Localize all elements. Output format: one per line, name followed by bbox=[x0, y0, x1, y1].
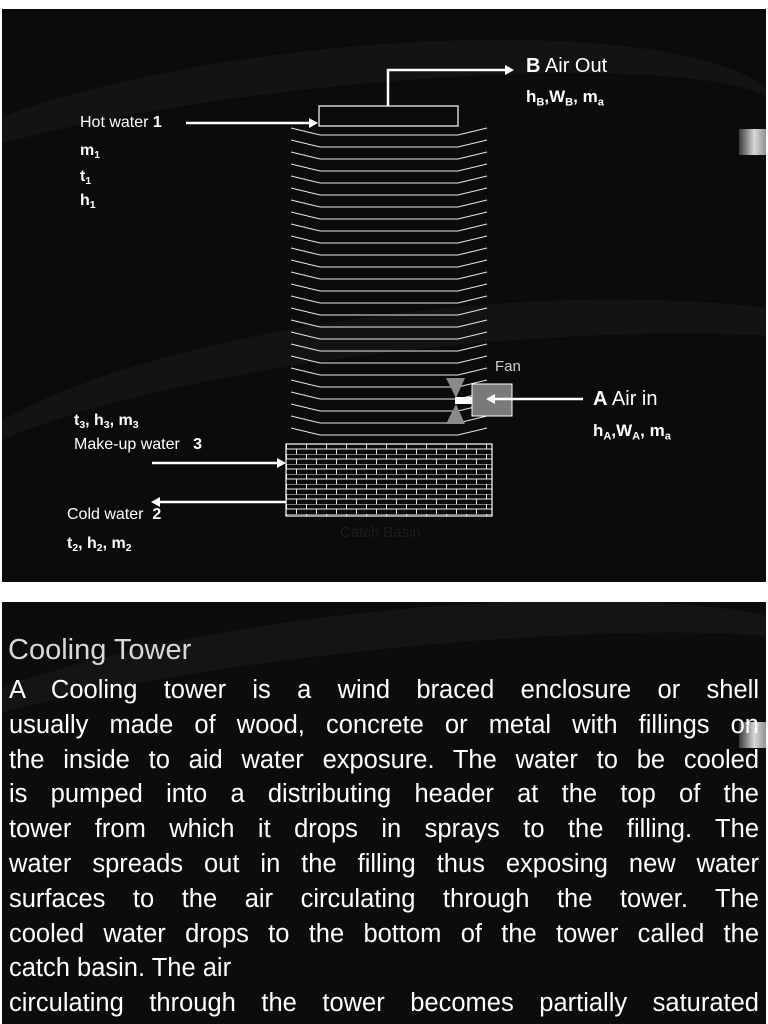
filling-slat bbox=[291, 248, 487, 255]
hot-water-mass: $m_1$ bbox=[80, 142, 101, 162]
paragraph-line: tower from which it drops in sprays to the filling. The bbox=[9, 815, 759, 844]
distribution-header bbox=[319, 106, 458, 126]
filling-slat bbox=[291, 356, 487, 363]
air-out-properties: $h_B,W_B$, $m_a$ bbox=[526, 87, 604, 109]
description-paragraph bbox=[9, 673, 759, 1021]
filling-slat bbox=[291, 260, 487, 267]
fan-blade-bottom bbox=[446, 404, 465, 424]
catch-basin-label: Catch Basin bbox=[340, 524, 421, 541]
paragraph-line: cooled water drops to the bottom of the tower called the bbox=[9, 919, 759, 948]
filling-slat bbox=[291, 188, 487, 195]
filling-slat bbox=[291, 236, 487, 243]
makeup-water-label: Make-up water 3 bbox=[74, 436, 203, 453]
filling-slat bbox=[291, 368, 487, 375]
section-title: Cooling Tower bbox=[8, 634, 192, 666]
air-out-arrowhead bbox=[505, 65, 514, 75]
paragraph-line: water spreads out in the filling thus exposing new water bbox=[9, 849, 759, 878]
catch-basin bbox=[286, 444, 492, 516]
air-in-properties: $h_A,W_A$, $m_a$ bbox=[593, 421, 671, 443]
paragraph-line: the inside to aid water exposure. The water to be cooled bbox=[9, 745, 759, 774]
hot-water-enthalpy: $h_1$ bbox=[80, 192, 96, 212]
hot-water-arrowhead bbox=[309, 118, 318, 128]
filling-slat bbox=[291, 200, 487, 207]
air-out-label: B Air Out bbox=[526, 55, 608, 77]
cold-water-label: Cold water 2 bbox=[67, 506, 162, 523]
fan-label: Fan bbox=[495, 358, 521, 375]
filling-slat bbox=[291, 272, 487, 279]
paragraph-line: surfaces to the air circulating through the tower. The bbox=[9, 884, 759, 913]
filling-slat bbox=[291, 212, 487, 219]
filling-slat bbox=[291, 428, 487, 435]
cold-water-properties: $t_2$, $h_2$, $m_2$ bbox=[67, 535, 132, 555]
paragraph-line: catch basin. The air bbox=[9, 954, 232, 983]
filling-slat bbox=[291, 176, 487, 183]
paragraph-line: usually made of wood, concrete or metal with fillings on bbox=[9, 710, 759, 739]
air-in-label: A Air in bbox=[593, 388, 658, 410]
filling-slat bbox=[291, 308, 487, 315]
filling-slat bbox=[291, 164, 487, 171]
hot-water-temp: $t_1$ bbox=[80, 168, 92, 188]
paragraph-line: A Cooling tower is a wind braced enclosure or shell bbox=[9, 676, 759, 704]
paragraph-line: is pumped into a distributing header at the top of the bbox=[9, 780, 759, 809]
filling-slat bbox=[291, 296, 487, 303]
air-out-pipe bbox=[388, 70, 505, 106]
filling-slat bbox=[291, 332, 487, 339]
filling-slat bbox=[291, 320, 487, 327]
filling-slat bbox=[291, 344, 487, 351]
filling-slat bbox=[291, 140, 487, 147]
fan-blade-top bbox=[446, 378, 465, 398]
paragraph-line: circulating through the tower becomes partially saturated bbox=[9, 989, 759, 1018]
makeup-water-properties: $t_3$, $h_3$, $m_3$ bbox=[74, 412, 139, 432]
filling-slat bbox=[291, 284, 487, 291]
filling-slat bbox=[291, 128, 487, 135]
hot-water-label: Hot water 1 bbox=[80, 114, 162, 131]
filling-slat bbox=[291, 224, 487, 231]
fan-shaft bbox=[455, 397, 473, 404]
filling-slat bbox=[291, 152, 487, 159]
makeup-water-arrowhead bbox=[277, 458, 286, 468]
